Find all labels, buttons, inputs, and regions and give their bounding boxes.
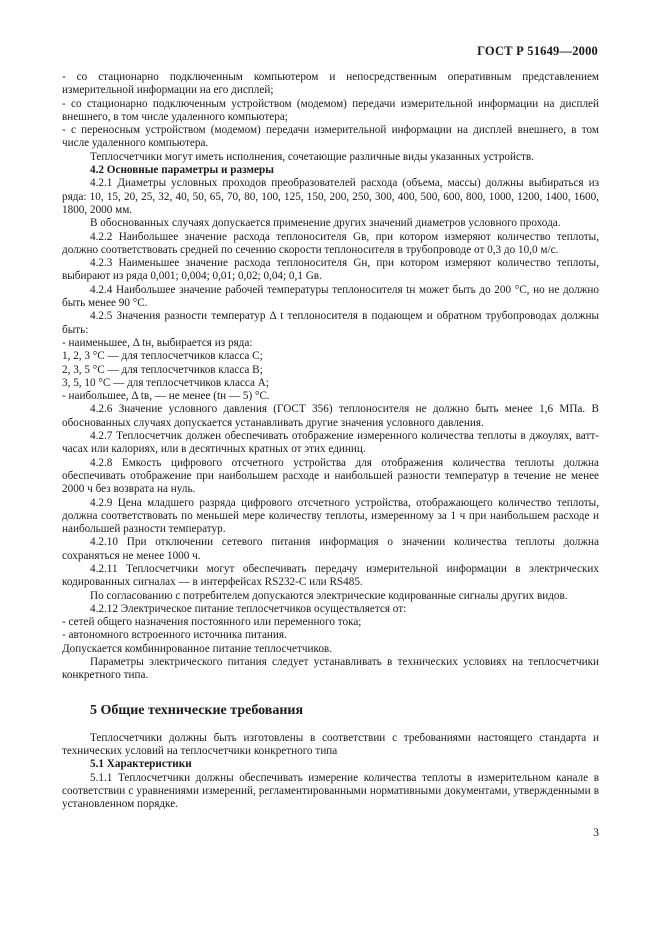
paragraph: 4.2.3 Наименьшее значение расхода теплоносителя Gн, при котором измеряют количество теплоты, выбирают из ряда 0,001; 0,004; 0,01; 0,02; 0,04; 0,1 Gв. (62, 257, 599, 283)
paragraph: - с переносным устройством (модемом) передачи измерительной информации на дисплей внешнего, в том числе удаленного компьютера. (62, 124, 599, 150)
paragraph: Теплосчетчики могут иметь исполнения, сочетающие различные виды указанных устройств. (90, 150, 534, 163)
subsection-heading: 4.2 Основные параметры и размеры (90, 164, 274, 177)
paragraph: В обоснованных случаях допускается применение других значений диаметров условного прохода. (90, 217, 561, 230)
paragraph: 4.2.8 Емкость цифрового отсчетного устройства для отображения количества теплоты должна обеспечивать отображение при наибольшем расходе и наибольшей разности температур в течение не менее 2000 ч без возврата на нуль. (62, 456, 599, 496)
paragraph: 4.2.10 При отключении сетевого питания информация о значении количества теплоты должна сохраняться не менее 1000 ч. (62, 536, 599, 562)
paragraph: - автономного встроенного источника питания. (62, 629, 287, 642)
paragraph: 4.2.1 Диаметры условных проходов преобразователей расхода (объема, массы) должны выбираться из ряда: 10, 15, 20, 25, 32, 40, 50, 65, 70, 80, 100, 125, 150, 200, 250, 300, 400, 500, 600, 800, 1000, 1200, 1400, 1600, 1800, 2000 мм. (62, 177, 599, 216)
standard-header: ГОСТ Р 51649—2000 (477, 44, 598, 58)
paragraph: 4.2.5 Значения разности температур Δ t теплоносителя в подающем и обратном трубопроводах должны быть: (62, 310, 599, 336)
paragraph: 3, 5, 10 °С — для теплосчетчиков класса А; (62, 376, 269, 389)
paragraph: - сетей общего назначения постоянного или переменного тока; (62, 616, 362, 629)
section-body (62, 732, 599, 812)
paragraph: Параметры электрического питания следует устанавливать в технических условиях на теплосчетчики конкретного типа. (62, 656, 599, 682)
paragraph: - со стационарно подключенным устройством (модемом) передачи измерительной информации на дисплей внешнего, в том числе удаленного компьютера; (62, 97, 599, 123)
paragraph: 4.2.9 Цена младшего разряда цифрового отсчетного устройства, отображающего количество теплоты, должна соответствовать по меньшей мере количеству теплоты, измеренному за 1 ч при наибольшем расходе и наибольшей разности температур. (62, 496, 599, 536)
section-heading: 5 Общие технические требования (90, 702, 304, 718)
paragraph: - наибольшее, Δ tв, — не менее (tн — 5) °С. (62, 390, 270, 403)
subsection-heading: 5.1 Характеристики (90, 758, 192, 771)
paragraph: 4.2.4 Наибольшее значение рабочей температуры теплоносителя tн может быть до 200 °С, но не должно быть менее 90 °С. (62, 283, 599, 310)
paragraph: - наименьшее, Δ tн, выбирается из ряда: (62, 336, 253, 349)
document-page (62, 44, 599, 811)
paragraph: - со стационарно подключенным компьютером и непосредственным оперативным представлением измерительной информации на его дисплей; (62, 71, 599, 97)
paragraph: 1, 2, 3 °С — для теплосчетчиков класса С; (62, 350, 263, 363)
page-number: 3 (593, 827, 599, 839)
paragraph: По согласованию с потребителем допускаются электрические кодированные сигналы других видов. (90, 589, 568, 602)
paragraph: Допускается комбинированное питание теплосчетчиков. (62, 642, 333, 655)
paragraph: 4.2.12 Электрическое питание теплосчетчиков осуществляется от: (90, 602, 407, 615)
paragraph: 4.2.7 Теплосчетчик должен обеспечивать отображение измеренного количества теплоты в джоулях, ватт-часах или калориях, или в десятичных кратных от этих единиц. (62, 430, 599, 456)
paragraph: 5.1.1 Теплосчетчики должны обеспечивать измерение количества теплоты в измерительном канале в соответствии с уравнениями измерений, регламентированными нормативными документами, утвержденными в установленном порядке. (62, 771, 599, 811)
body-text (62, 71, 599, 683)
paragraph: 4.2.6 Значение условного давления (ГОСТ 356) теплоносителя не должно быть менее 1,6 МПа. В обоснованных случаях допускается устанавливать другие значения условного давления. (62, 403, 599, 429)
paragraph: 4.2.11 Теплосчетчики могут обеспечивать передачу измерительной информации в электрических кодированных сигналах — в интерфейсах RS232-C или RS485. (62, 562, 599, 589)
paragraph: 2, 3, 5 °С — для теплосчетчиков класса В; (62, 363, 263, 376)
paragraph: 4.2.2 Наибольшее значение расхода теплоносителя Gв, при котором измеряют количество теплоты, должно соответствовать средней по сечению скорости теплоносителя в трубопроводе от 0,3 до 10,0 м/с. (62, 230, 599, 256)
paragraph: Теплосчетчики должны быть изготовлены в соответствии с требованиями настоящего стандарта и технических условий на теплосчетчики конкретного типа (62, 731, 599, 757)
